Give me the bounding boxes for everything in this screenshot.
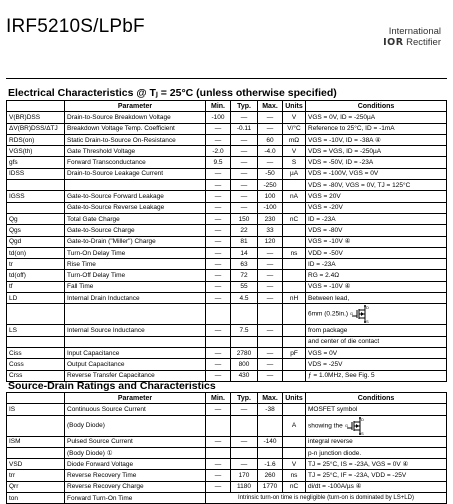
table-row [7,304,447,325]
table-row [7,225,447,236]
table-row [7,134,447,145]
table-row [7,359,447,370]
max-cell: — [258,293,283,304]
table-row [7,347,447,358]
units-cell [283,359,306,370]
units-cell: S [283,157,306,168]
symbol-cell: VSD [7,459,65,470]
parameter-cell: Static Drain-to-Source On-Resistance [65,134,206,145]
typ-cell: 55 [231,281,258,292]
column-header: Max. [258,393,283,404]
units-cell: nC [283,481,306,492]
max-cell: — [258,325,283,336]
max-cell: — [258,281,283,292]
column-header: Min. [206,101,231,112]
table-row [7,447,447,458]
units-cell [283,180,306,191]
parameter-cell [65,336,206,347]
source-drain-section-title: Source-Drain Ratings and Characteristics [8,380,216,392]
units-cell [283,404,306,415]
symbol-cell: trr [7,470,65,481]
conditions-cell: integral reverse [306,436,447,447]
conditions-cell: VDS = -80V, VGS = 0V, TJ = 125°C [306,180,447,191]
typ-cell: — [231,459,258,470]
parameter-cell: Breakdown Voltage Temp. Coefficient [65,123,206,134]
column-header: Typ. [231,393,258,404]
min-cell: -2.0 [206,146,231,157]
table-row [7,470,447,481]
symbol-cell: Coss [7,359,65,370]
svg-text:G: G [344,422,348,428]
table-row [7,168,447,179]
table-row [7,146,447,157]
symbol-cell: Qrr [7,481,65,492]
conditions-cell: RG = 2.4Ω [306,270,447,281]
typ-cell: 800 [231,359,258,370]
conditions-cell: TJ = 25°C, IF = -23A, VDD = -25V [306,470,447,481]
min-cell: — [206,370,231,381]
parameter-cell: Turn-Off Delay Time [65,270,206,281]
typ-cell: 170 [231,470,258,481]
parameter-cell: (Body Diode) ① [65,447,206,458]
min-cell [206,447,231,458]
table-row [7,236,447,247]
max-cell: -140 [258,436,283,447]
parameter-cell: Continuous Source Current [65,404,206,415]
typ-cell [231,304,258,325]
table-row [7,191,447,202]
min-cell: — [206,270,231,281]
parameter-cell: (Body Diode) [65,415,206,436]
conditions-cell: VGS = 0V, ID = -250µA [306,112,447,123]
typ-cell: — [231,134,258,145]
typ-cell [231,415,258,436]
min-cell: — [206,281,231,292]
conditions-cell: Intrinsic turn-on time is negligible (turn-on is dominated by LS+LD) [206,493,447,504]
symbol-cell: LS [7,325,65,336]
column-header: Parameter [65,101,206,112]
units-cell [283,236,306,247]
units-cell [283,225,306,236]
conditions-cell: di/dt = -100A/µs ④ [306,481,447,492]
typ-cell: — [231,146,258,157]
units-cell: A [283,415,306,436]
table-row [7,247,447,258]
min-cell: — [206,404,231,415]
table-row [7,415,447,436]
max-cell: — [258,270,283,281]
max-cell: 120 [258,236,283,247]
parameter-cell: Gate-to-Drain ("Miller") Charge [65,236,206,247]
table-row [7,213,447,224]
parameter-cell: Gate-to-Source Charge [65,225,206,236]
units-cell: pF [283,347,306,358]
min-cell: — [206,168,231,179]
max-cell: — [258,370,283,381]
parameter-cell [65,180,206,191]
symbol-cell [7,180,65,191]
parameter-cell: Reverse Recovery Charge [65,481,206,492]
parameter-cell: Reverse Recovery Time [65,470,206,481]
symbol-cell: VGS(th) [7,146,65,157]
table-row [7,336,447,347]
table-row [7,459,447,470]
max-cell: 60 [258,134,283,145]
max-cell: — [258,157,283,168]
logo-line-1: International [388,26,441,37]
typ-cell: 430 [231,370,258,381]
min-cell: — [206,191,231,202]
conditions-cell: VGS = -10V, ID = -38A ④ [306,134,447,145]
symbol-cell: td(on) [7,247,65,258]
units-cell [283,270,306,281]
mosfet-symbol-icon [350,304,372,324]
parameter-cell: Internal Source Inductance [65,325,206,336]
symbol-cell: Qgd [7,236,65,247]
symbol-cell: td(off) [7,270,65,281]
typ-cell: — [231,404,258,415]
units-cell: V/°C [283,123,306,134]
symbol-cell: Qg [7,213,65,224]
symbol-cell: gfs [7,157,65,168]
conditions-cell: VGS = -10V ④ [306,236,447,247]
parameter-cell: Input Capacitance [65,347,206,358]
typ-cell: 63 [231,259,258,270]
symbol-cell: Crss [7,370,65,381]
max-cell: -50 [258,168,283,179]
conditions-cell: VDS = VGS, ID = -250µA [306,146,447,157]
units-cell: nH [283,293,306,304]
typ-cell: 4.5 [231,293,258,304]
parameter-cell: Forward Transconductance [65,157,206,168]
column-header: Conditions [306,101,447,112]
max-cell [258,447,283,458]
min-cell: — [206,134,231,145]
conditions-cell: MOSFET symbol [306,404,447,415]
typ-cell: — [231,168,258,179]
conditions-cell: VGS = -10V ④ [306,281,447,292]
max-cell: 33 [258,225,283,236]
units-cell [283,281,306,292]
units-cell: ns [283,470,306,481]
units-cell [283,436,306,447]
units-cell [283,304,306,325]
conditions-cell: TJ = 25°C, IS = -23A, VGS = 0V ④ [306,459,447,470]
column-header: Units [283,393,306,404]
typ-cell: 1180 [231,481,258,492]
symbol-cell: Ciss [7,347,65,358]
column-header: Max. [258,101,283,112]
typ-cell [231,447,258,458]
conditions-cell: and center of die contact [306,336,447,347]
typ-cell: 81 [231,236,258,247]
symbol-cell: LD [7,293,65,304]
conditions-cell: Between lead, [306,293,447,304]
min-cell [206,336,231,347]
max-cell: — [258,347,283,358]
symbol-cell: IS [7,404,65,415]
parameter-cell: Drain-to-Source Leakage Current [65,168,206,179]
parameter-cell: Total Gate Charge [65,213,206,224]
column-header: Parameter [65,393,206,404]
symbol-cell [7,336,65,347]
units-cell: nC [283,213,306,224]
parameter-cell: Internal Drain Inductance [65,293,206,304]
typ-cell: — [231,191,258,202]
svg-text:D: D [360,416,364,422]
units-cell [283,202,306,213]
max-cell [258,415,283,436]
conditions-cell: VDD = -50V [306,247,447,258]
column-header [7,393,65,404]
column-header [7,101,65,112]
min-cell: — [206,213,231,224]
part-number-title: IRF5210S/LPbF [6,16,145,37]
units-cell [283,447,306,458]
max-cell: 1770 [258,481,283,492]
symbol-cell [7,202,65,213]
column-header: Typ. [231,101,258,112]
typ-cell: -0.11 [231,123,258,134]
conditions-cell: showing the D G S [306,415,447,436]
units-cell: µA [283,168,306,179]
min-cell [206,415,231,436]
conditions-cell: VDS = -100V, VGS = 0V [306,168,447,179]
table-row [7,493,447,504]
company-logo [383,26,441,48]
column-header: Conditions [306,393,447,404]
conditions-cell: VGS = 20V [306,191,447,202]
header-divider [6,78,447,79]
source-drain-table [6,392,447,504]
parameter-cell: Gate-to-Source Forward Leakage [65,191,206,202]
typ-cell [231,336,258,347]
parameter-cell: Diode Forward Voltage [65,459,206,470]
symbol-cell: ISM [7,436,65,447]
symbol-cell [7,415,65,436]
symbol-cell: tr [7,259,65,270]
min-cell: — [206,325,231,336]
parameter-cell: Gate Threshold Voltage [65,146,206,157]
column-header: Units [283,101,306,112]
symbol-cell: IGSS [7,191,65,202]
symbol-cell: Qgs [7,225,65,236]
parameter-cell: Output Capacitance [65,359,206,370]
parameter-cell: Drain-to-Source Breakdown Voltage [65,112,206,123]
max-cell: -38 [258,404,283,415]
conditions-cell: VDS = -80V [306,225,447,236]
min-cell: — [206,225,231,236]
parameter-cell: Pulsed Source Current [65,436,206,447]
max-cell: — [258,247,283,258]
max-cell: -250 [258,180,283,191]
units-cell: mΩ [283,134,306,145]
units-cell: nA [283,191,306,202]
parameter-cell: Reverse Transfer Capacitance [65,370,206,381]
min-cell: — [206,470,231,481]
parameter-cell: Turn-On Delay Time [65,247,206,258]
conditions-cell: ƒ = 1.0MHz, See Fig. 5 [306,370,447,381]
typ-cell: 7.5 [231,325,258,336]
conditions-cell: ID = -23A [306,213,447,224]
min-cell: — [206,202,231,213]
units-cell [283,325,306,336]
table-row [7,123,447,134]
table-row [7,112,447,123]
min-cell: — [206,481,231,492]
min-cell: — [206,236,231,247]
conditions-cell: ID = -23A [306,259,447,270]
typ-cell: — [231,112,258,123]
electrical-section-title: Electrical Characteristics @ Tⱼ = 25°C (unless otherwise specified) [8,87,337,99]
svg-text:S: S [365,319,369,325]
typ-cell: — [231,436,258,447]
min-cell: — [206,123,231,134]
typ-cell: 14 [231,247,258,258]
electrical-characteristics-table [6,100,447,382]
typ-cell: 150 [231,213,258,224]
conditions-cell: Reference to 25°C, ID = -1mA [306,123,447,134]
max-cell: — [258,359,283,370]
min-cell [206,304,231,325]
max-cell: — [258,259,283,270]
logo-line-2: Rectifier [406,37,441,48]
ior-logo-mark: IOR [383,37,404,48]
min-cell: 9.5 [206,157,231,168]
typ-cell: — [231,180,258,191]
typ-cell: 22 [231,225,258,236]
parameter-cell: Forward Turn-On Time [65,493,206,504]
units-cell [283,370,306,381]
table-row [7,436,447,447]
units-cell: ns [283,247,306,258]
typ-cell: 2780 [231,347,258,358]
table-row [7,281,447,292]
symbol-cell: IDSS [7,168,65,179]
table-row [7,180,447,191]
units-cell: V [283,459,306,470]
min-cell: — [206,359,231,370]
table-row [7,202,447,213]
table-row [7,404,447,415]
min-cell: — [206,436,231,447]
table-row [7,270,447,281]
table-row [7,325,447,336]
units-cell [283,336,306,347]
min-cell: -100 [206,112,231,123]
max-cell: 100 [258,191,283,202]
min-cell: — [206,459,231,470]
table-row [7,259,447,270]
typ-cell: 72 [231,270,258,281]
parameter-cell: Rise Time [65,259,206,270]
table-row [7,157,447,168]
conditions-cell: VDS = -50V, ID = -23A [306,157,447,168]
conditions-cell: VDS = -25V [306,359,447,370]
symbol-cell [7,447,65,458]
max-cell: — [258,112,283,123]
conditions-cell: 6mm (0.25in.) D G S [306,304,447,325]
typ-cell: — [231,157,258,168]
svg-text:D: D [365,305,369,311]
parameter-cell [65,304,206,325]
units-cell: V [283,146,306,157]
svg-text:S: S [360,430,364,436]
min-cell: — [206,180,231,191]
units-cell [283,259,306,270]
column-header: Min. [206,393,231,404]
max-cell [258,304,283,325]
symbol-cell: ΔV(BR)DSS/ΔTJ [7,123,65,134]
min-cell: — [206,259,231,270]
max-cell: -1.6 [258,459,283,470]
symbol-cell: ton [7,493,65,504]
mosfet-symbol-icon [345,416,367,436]
symbol-cell: RDS(on) [7,134,65,145]
min-cell: — [206,347,231,358]
max-cell: -100 [258,202,283,213]
max-cell [258,336,283,347]
typ-cell: — [231,202,258,213]
max-cell: — [258,123,283,134]
max-cell: -4.0 [258,146,283,157]
max-cell: 260 [258,470,283,481]
parameter-cell: Fall Time [65,281,206,292]
conditions-cell: p-n junction diode. [306,447,447,458]
conditions-cell: VGS = -20V [306,202,447,213]
units-cell: V [283,112,306,123]
min-cell: — [206,247,231,258]
min-cell: — [206,293,231,304]
table-row [7,481,447,492]
symbol-cell [7,304,65,325]
conditions-cell: VGS = 0V [306,347,447,358]
parameter-cell: Gate-to-Source Reverse Leakage [65,202,206,213]
symbol-cell: V(BR)DSS [7,112,65,123]
svg-text:G: G [349,311,354,317]
conditions-cell: from package [306,325,447,336]
max-cell: 230 [258,213,283,224]
table-row [7,293,447,304]
symbol-cell: tf [7,281,65,292]
